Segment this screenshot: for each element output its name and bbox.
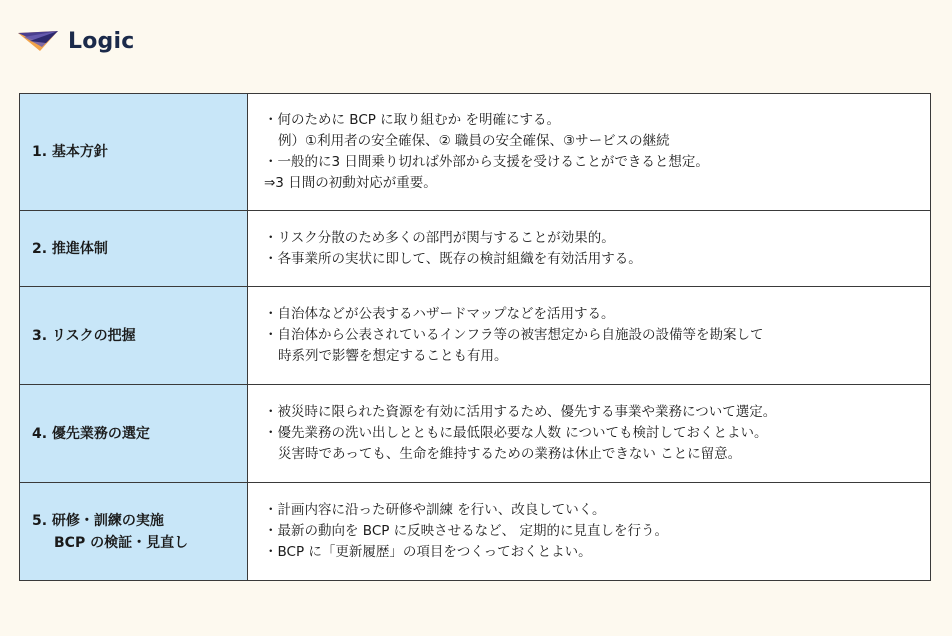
brand-logo [18,26,134,56]
content-line: ・一般的に3 日間乗り切れば外部から支援を受けることができると想定。 [264,154,709,170]
content-line: ・各事業所の実状に即して、既存の検討組織を有効活用する。 [264,250,642,267]
content-line: ・計画内容に沿った研修や訓練 を行い、改良していく。 [264,502,606,518]
content-line: ・最新の動向を BCP に反映させるなど、 定期的に見直しを行う。 [264,523,668,539]
row-label: BCP の検証・見直し [54,534,189,551]
table-row [20,211,931,287]
table-row [20,287,931,385]
table-row [20,483,931,581]
row-label: 1. 基本方針 [32,144,108,160]
table-row [20,385,931,483]
row-label: 3. リスクの把握 [32,327,136,344]
content-line: ・何のために BCP に取り組むか を明確にする。 [264,112,560,128]
content-line: ⇒3 日間の初動対応が重要。 [264,175,437,191]
row-label: 4. 優先業務の選定 [32,425,150,442]
row-label-cell [20,211,248,287]
row-label-cell [20,483,248,581]
content-line: 時系列で影響を想定することも有用。 [278,348,508,364]
row-label-cell [20,287,248,385]
content-line: 災害時であっても、生命を維持するための業務は休止できない ことに留意。 [278,446,742,462]
bcp-table [19,93,931,581]
logo-mark-icon [18,29,64,53]
row-content-cell [248,483,931,581]
content-line: ・優先業務の洗い出しとともに最低限必要な人数 についても検討しておくとよい。 [264,425,768,441]
row-content-cell [248,385,931,483]
content-line: ・リスク分散のため多くの部門が関与することが効果的。 [264,229,615,246]
table-row [20,94,931,211]
row-label: 2. 推進体制 [32,240,108,257]
row-content-cell [248,287,931,385]
brand-name: Logic [68,28,135,54]
content-line: ・被災時に限られた資源を有効に活用するため、優先する事業や業務について選定。 [264,404,777,420]
row-content-cell [248,211,931,287]
row-label-cell [20,385,248,483]
row-label-cell [20,94,248,211]
content-line: ・自治体などが公表するハザードマップなどを活用する。 [264,306,615,322]
content-line: ・自治体から公表されているインフラ等の被害想定から自施設の設備等を勘案して [264,327,764,343]
content-line: 例）①利用者の安全確保、② 職員の安全確保、③サービスの継続 [278,133,670,149]
row-content-cell [248,94,931,211]
row-label: 5. 研修・訓練の実施 [32,512,164,529]
content-line: ・BCP に「更新履歴」の項目をつくっておくとよい。 [264,544,592,560]
